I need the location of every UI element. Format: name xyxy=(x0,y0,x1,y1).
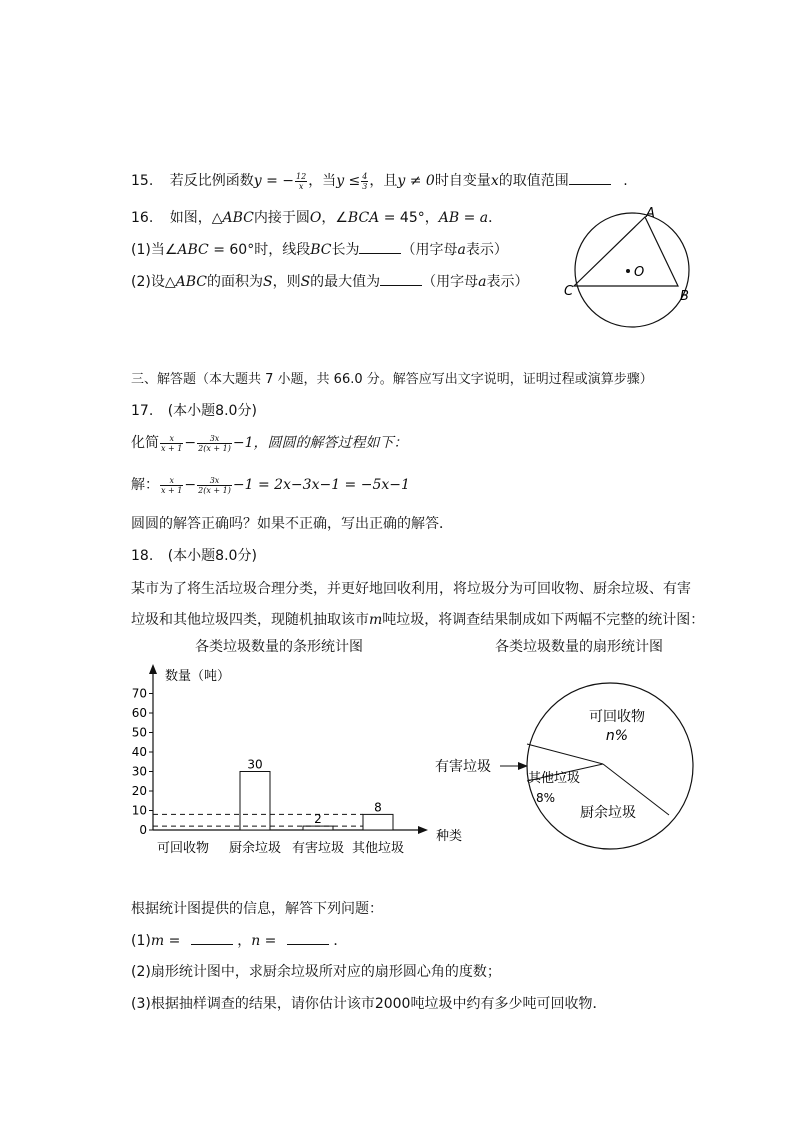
y-tick-label: 60 xyxy=(131,706,147,720)
bar-2 xyxy=(303,826,333,830)
bar-3 xyxy=(363,814,393,830)
q18-sub3: (3)根据抽样调查的结果，请你估计该市2000吨垃圾中约有多少吨可回收物． xyxy=(131,996,607,1012)
q16-p2-abc: ABC xyxy=(175,274,207,290)
bar-1 xyxy=(240,772,270,831)
q18-sub1-sep: ， xyxy=(237,933,252,949)
q17-tail: −1，圆圆的解答过程如下： xyxy=(232,435,408,451)
q17-points: (本小题8.0分) xyxy=(167,403,257,419)
q17-minus: − xyxy=(184,435,197,451)
label-a: A xyxy=(646,206,655,221)
q15-frac2-den: 3 xyxy=(362,181,368,191)
q18-sub1-m: m = xyxy=(150,933,181,949)
q17-sol-tail: −1 = 2x−3x−1 = −5x−1 xyxy=(232,477,410,493)
q16-number: 16. xyxy=(131,210,154,226)
answer-blank[interactable] xyxy=(287,932,329,945)
q16-p2-d: 的最大值为 xyxy=(310,274,381,290)
answer-blank[interactable] xyxy=(569,172,611,185)
q16-stem-b: 内接于圆 xyxy=(253,210,310,226)
q16-part1 xyxy=(131,239,508,259)
answer-blank[interactable] xyxy=(359,241,401,254)
category-label: 有害垃圾 xyxy=(291,841,345,856)
slice-value-other: 8% xyxy=(536,791,556,805)
y-tick-label: 50 xyxy=(131,725,147,740)
q17-sol-minus: − xyxy=(184,477,197,493)
q16-p1-e: 表示） xyxy=(465,242,508,258)
slice-label-other: 其他垃圾 xyxy=(528,771,581,786)
q17-sol-frac2 xyxy=(197,476,232,495)
q17-solution xyxy=(131,474,410,495)
q17-number: 17. xyxy=(131,403,154,419)
q18-sub2: (2)扇形统计图中，求厨余垃圾所对应的扇形圆心角的度数； xyxy=(131,964,501,980)
q17-f2-den: 2(x + 1) xyxy=(198,443,231,453)
pie-chart xyxy=(430,660,695,860)
q18-line2-m: m xyxy=(369,612,383,628)
q16-abc: ABC xyxy=(222,210,254,226)
q16-p1-c: 长为 xyxy=(331,242,360,258)
q18-line2 xyxy=(131,609,704,629)
slice-value-recyclable: n% xyxy=(605,728,629,744)
q16-stem xyxy=(131,207,502,227)
q16-p1-bc: BC xyxy=(310,242,332,258)
bar-value-label: 8 xyxy=(374,800,382,815)
category-label: 其他垃圾 xyxy=(351,841,405,856)
category-label: 厨余垃圾 xyxy=(228,841,282,856)
q16-o: O xyxy=(309,210,322,226)
q17-sol-label: 解： xyxy=(131,477,159,493)
q17-problem xyxy=(131,432,408,453)
q17-f1-den: x + 1 xyxy=(161,443,183,453)
q16-p1-a-var: a xyxy=(457,242,466,258)
q15-cond1: ，当 xyxy=(308,173,337,189)
section3-header: 三、解答题（本大题共 7 小题，共 66.0 分。解答应写出文字说明，证明过程或演算步骤） xyxy=(131,372,653,387)
q15-end: . xyxy=(623,173,628,189)
q16-p2-f: 表示） xyxy=(486,274,529,290)
q17-frac1 xyxy=(160,434,183,453)
q15-frac xyxy=(295,172,307,191)
label-c: C xyxy=(564,284,574,299)
category-label: 可回收物 xyxy=(156,841,210,856)
y-tick-label: 30 xyxy=(131,764,147,779)
q16-stem-a: 如图，△ xyxy=(169,210,223,226)
pie-chart-title: 各类垃圾数量的扇形统计图 xyxy=(495,639,663,655)
y-axis-label: 数量（吨） xyxy=(165,669,231,684)
q18-line1: 某市为了将生活垃圾合理分类，并更好地回收利用，将垃圾分为可回收物、厨余垃圾、有害 xyxy=(131,581,691,597)
q17-question: 圆圆的解答正确吗？如果不正确，写出正确的解答． xyxy=(131,516,453,532)
answer-blank[interactable] xyxy=(380,273,422,286)
y-tick-label: 0 xyxy=(139,823,147,837)
q15-x-var: x xyxy=(490,173,499,189)
q15-y-eq: y = − xyxy=(253,173,294,189)
q17-sol-frac1 xyxy=(160,476,183,495)
q16-p1-d: （用字母 xyxy=(401,242,458,258)
q16-stem-d: = 45°， xyxy=(379,210,439,226)
y-axis-arrow xyxy=(149,664,157,674)
bar-chart-title: 各类垃圾数量的条形统计图 xyxy=(195,639,363,655)
q18-sub1-n: n = xyxy=(251,933,277,949)
q16-stem-e: ． xyxy=(488,210,503,226)
q16-p1-a: (1)当∠ xyxy=(131,242,178,258)
q18-instructions: 根据统计图提供的信息，解答下列问题： xyxy=(131,901,383,917)
q15-y-ne: y ≠ 0 xyxy=(397,173,435,189)
q18-points: (本小题8.0分) xyxy=(167,548,257,564)
q18-sub1-a: (1) xyxy=(131,933,151,949)
q16-p1-abc: ABC xyxy=(177,242,209,258)
x-axis-arrow xyxy=(418,826,428,834)
q15-frac-num: 12 xyxy=(296,171,307,181)
bar-value-label: 30 xyxy=(247,757,263,772)
q18-number: 18. xyxy=(131,548,154,564)
triangle-abc xyxy=(574,217,678,286)
q16-circle-figure xyxy=(560,200,710,335)
q17-sol-f1-num: x xyxy=(160,476,183,486)
q17-sol-f2-num: 3x xyxy=(197,476,232,486)
q18-line2-a: 垃圾和其他垃圾四类，现随机抽取该市 xyxy=(131,612,369,628)
slice-label-kitchen: 厨余垃圾 xyxy=(580,805,636,821)
bar-value-label: 2 xyxy=(314,812,322,827)
q17-sol-f2-den: 2(x + 1) xyxy=(198,485,231,495)
q16-p2-s2: S xyxy=(300,274,311,290)
answer-blank[interactable] xyxy=(191,932,233,945)
q18-sub1 xyxy=(131,930,347,950)
q15-number: 15. xyxy=(131,173,154,189)
q17-header xyxy=(131,400,257,420)
q16-stem-c: ，∠ xyxy=(321,210,348,226)
y-tick-label: 40 xyxy=(131,745,147,759)
q17-frac2 xyxy=(197,434,232,453)
q16-p2-s: S xyxy=(262,274,273,290)
q18-sub1-end: ． xyxy=(333,933,348,949)
center-dot xyxy=(626,269,630,273)
q17-f2-num: 3x xyxy=(197,434,232,444)
q18-line2-b: 吨垃圾，将调查结果制成如下两幅不完整的统计图： xyxy=(382,612,705,628)
q16-p2-a: (2)设△ xyxy=(131,274,176,290)
q15-lead: 若反比例函数 xyxy=(169,173,254,189)
q18-header xyxy=(131,545,257,565)
q15-frac2 xyxy=(361,172,368,191)
q15-frac-den: x xyxy=(298,181,304,191)
pie-circle xyxy=(527,683,693,849)
slice-label-hazardous: 有害垃圾 xyxy=(435,759,491,775)
y-tick-label: 20 xyxy=(131,784,147,798)
q16-p1-b: = 60°时，线段 xyxy=(208,242,311,258)
q16-bca: BCA xyxy=(347,210,380,226)
q15-tail: 时自变量 xyxy=(434,173,491,189)
q15-cond2: ，且 xyxy=(369,173,398,189)
slice-label-recyclable: 可回收物 xyxy=(589,709,645,725)
q15-frac2-num: 4 xyxy=(362,171,368,181)
q16-part2 xyxy=(131,271,529,291)
label-b: B xyxy=(680,289,689,304)
y-tick-label: 70 xyxy=(131,686,147,701)
y-tick-label: 10 xyxy=(131,803,147,818)
q15-line xyxy=(131,170,628,191)
q16-ab-eq: AB = a xyxy=(438,210,489,226)
q16-p2-b: 的面积为 xyxy=(206,274,263,290)
x-axis-label: 种类 xyxy=(436,829,463,844)
q17-f1-num: x xyxy=(160,434,183,444)
q17-simplify: 化简 xyxy=(131,435,159,451)
label-o: O xyxy=(634,265,645,280)
q16-p2-a-var: a xyxy=(478,274,487,290)
q15-tail2: 的取值范围 xyxy=(498,173,569,189)
q16-p2-c: ，则 xyxy=(272,274,301,290)
q15-y-le: y ≤ xyxy=(336,173,361,189)
q16-p2-e: （用字母 xyxy=(422,274,479,290)
bar-chart xyxy=(128,660,478,865)
q17-sol-f1-den: x + 1 xyxy=(161,485,183,495)
